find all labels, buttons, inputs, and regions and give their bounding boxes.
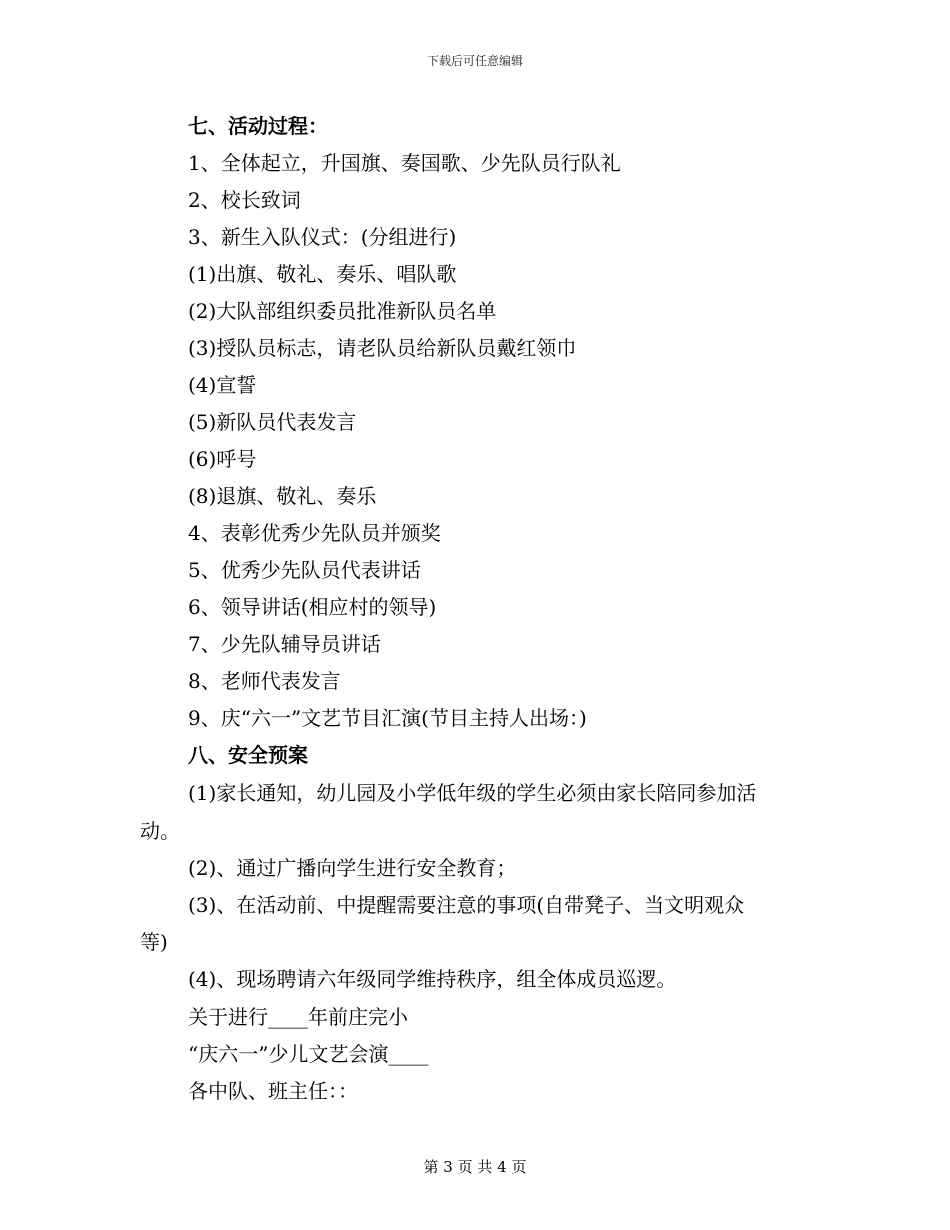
- paragraph-line: 关于进行____年前庄完小: [188, 1005, 408, 1029]
- paragraph-line: “庆六一”少儿文艺会演____: [188, 1042, 429, 1066]
- list-item: (8)退旗、敬礼、奏乐: [188, 484, 377, 508]
- list-item: 3、新生入队仪式：(分组进行): [188, 225, 457, 249]
- paragraph-line: 等): [140, 930, 168, 954]
- paragraph-line: 各中队、班主任：：: [188, 1079, 358, 1103]
- list-item: (4)宣誓: [188, 373, 257, 397]
- list-item: 6、领导讲话(相应村的领导): [188, 595, 437, 619]
- paragraph-line: (1)家长通知，幼儿园及小学低年级的学生必须由家长陪同参加活: [188, 781, 757, 805]
- page-footer: 第 3 页 共 4 页: [423, 1158, 527, 1176]
- list-item: 5、优秀少先队员代表讲话: [188, 558, 421, 582]
- paragraph-line: (2)、通过广播向学生进行安全教育；: [188, 856, 517, 880]
- list-item: 4、表彰优秀少先队员并颁奖: [188, 521, 441, 545]
- list-item: 9、庆“六一”文艺节目汇演(节目主持人出场：): [188, 706, 587, 730]
- paragraph-line: 动。: [140, 819, 180, 843]
- list-item: (2)大队部组织委员批准新队员名单: [188, 299, 497, 323]
- list-item: 8、老师代表发言: [188, 669, 341, 693]
- section-heading-activity-process: 七、活动过程：: [188, 114, 328, 138]
- list-item: (5)新队员代表发言: [188, 410, 357, 434]
- page-header: 下载后可任意编辑: [426, 54, 523, 68]
- list-item: 1、全体起立，升国旗、奏国歌、少先队员行队礼: [188, 151, 621, 175]
- list-item: (3)授队员标志，请老队员给新队员戴红领巾: [188, 336, 577, 360]
- list-item: 7、少先队辅导员讲话: [188, 632, 381, 656]
- list-item: (6)呼号: [188, 447, 257, 471]
- list-item: 2、校长致词: [188, 188, 301, 212]
- paragraph-line: (4)、现场聘请六年级同学维持秩序，组全体成员巡逻。: [188, 967, 677, 991]
- list-item: (1)出旗、敬礼、奏乐、唱队歌: [188, 262, 457, 286]
- section-heading-safety-plan: 八、安全预案: [188, 743, 308, 767]
- paragraph-line: (3)、在活动前、中提醒需要注意的事项(自带凳子、当文明观众: [188, 893, 745, 917]
